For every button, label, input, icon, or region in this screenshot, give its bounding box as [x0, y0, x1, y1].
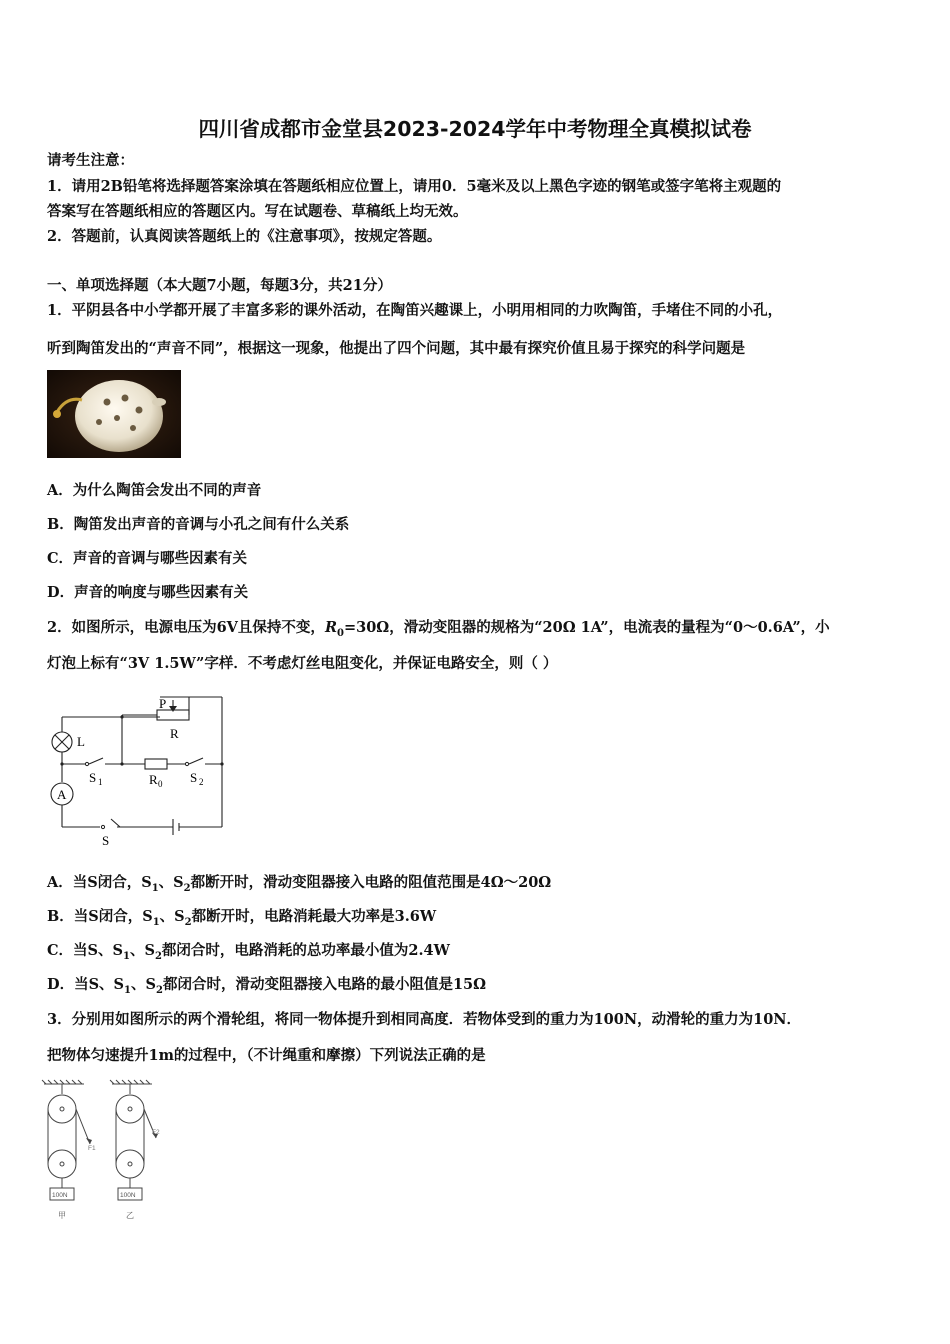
left-force-label: F1	[88, 1145, 96, 1152]
notice-item-2: 2．答题前，认真阅读答题纸上的《注意事项》，按规定答题。	[47, 228, 442, 245]
question-2-option-d: D．当S、$S_1$、$S_2$都闭合时，滑动变阻器接入电路的最小阻值是15Ω	[47, 976, 487, 996]
question-2-line-1: 2．如图所示，电源电压为6V且保持不变，$R_0=30\Omega$，滑动变阻器的规格为“20Ω 1A”，电流表的量程为“0～0.6A”，小	[47, 619, 830, 639]
label-r0: R	[149, 772, 158, 787]
question-1-line-1: 1．平阴县各中小学都开展了丰富多彩的课外活动，在陶笛兴趣课上，小明用相同的力吹陶笛，手堵住不同的小孔，	[47, 302, 783, 319]
section-heading: 一、单项选择题（本大题7小题，每题3分，共21分）	[47, 277, 392, 294]
label-l: L	[77, 734, 85, 749]
right-weight-label: 100N	[120, 1192, 136, 1199]
question-3-line-2: 把物体匀速提升1m的过程中，（不计绳重和摩擦）下列说法正确的是	[47, 1047, 486, 1064]
question-1-option-a: A．为什么陶笛会发出不同的声音	[47, 482, 262, 499]
question-2-line-2: 灯泡上标有“3V 1.5W”字样．不考虑灯丝电阻变化，并保证电路安全，则（ ）	[47, 655, 558, 672]
label-s1: S	[89, 770, 97, 785]
label-r: R	[170, 726, 179, 741]
question-1-option-d: D．声音的响度与哪些因素有关	[47, 584, 249, 601]
label-s: S	[102, 833, 110, 848]
notice-item-1-line-1: 1．请用2B铅笔将选择题答案涂填在答题纸相应位置上，请用0．5毫米及以上黑色字迹的钢笔或签字笔将主观题的	[47, 178, 782, 195]
question-1-line-2: 听到陶笛发出的“声音不同”，根据这一现象，他提出了四个问题，其中最有探究价值且易于探究的科学问题是	[47, 340, 746, 357]
left-caption: 甲	[58, 1211, 66, 1220]
label-s2: S	[190, 770, 198, 785]
question-1-option-b: B．陶笛发出声音的音调与小孔之间有什么关系	[47, 516, 350, 533]
pulley-diagram	[40, 1078, 180, 1226]
label-p: P	[159, 696, 167, 711]
label-a: A	[57, 787, 67, 802]
label-s1-sub: 1	[98, 777, 103, 787]
ocarina-photo	[47, 370, 181, 458]
question-1-option-c: C．声音的音调与哪些因素有关	[47, 550, 248, 567]
right-caption: 乙	[126, 1211, 134, 1220]
page-title: 四川省成都市金堂县2023-2024学年中考物理全真模拟试卷	[198, 117, 752, 141]
circuit-diagram	[45, 692, 235, 852]
question-2-option-c: C．当S、$S_1$、$S_2$都闭合时，电路消耗的总功率最小值为2.4W	[47, 942, 450, 962]
question-3-line-1: 3．分别用如图所示的两个滑轮组，将同一物体提升到相同高度．若物体受到的重力为100N，动滑轮的重力为10N．	[47, 1011, 802, 1028]
left-weight-label: 100N	[52, 1192, 68, 1199]
question-2-option-a: A．当S闭合，$S_1$、$S_2$都断开时，滑动变阻器接入电路的阻值范围是4Ω～20Ω	[47, 874, 552, 894]
notice-item-1-line-2: 答案写在答题纸相应的答题区内。写在试题卷、草稿纸上均无效。	[47, 203, 468, 220]
question-2-option-b: B．当S闭合，$S_1$、$S_2$都断开时，电路消耗最大功率是3.6W	[47, 908, 437, 928]
notice-heading: 请考生注意：	[47, 152, 134, 169]
label-r0-sub: 0	[158, 779, 163, 789]
right-force-label: F2	[152, 1129, 160, 1136]
label-s2-sub: 2	[199, 777, 204, 787]
